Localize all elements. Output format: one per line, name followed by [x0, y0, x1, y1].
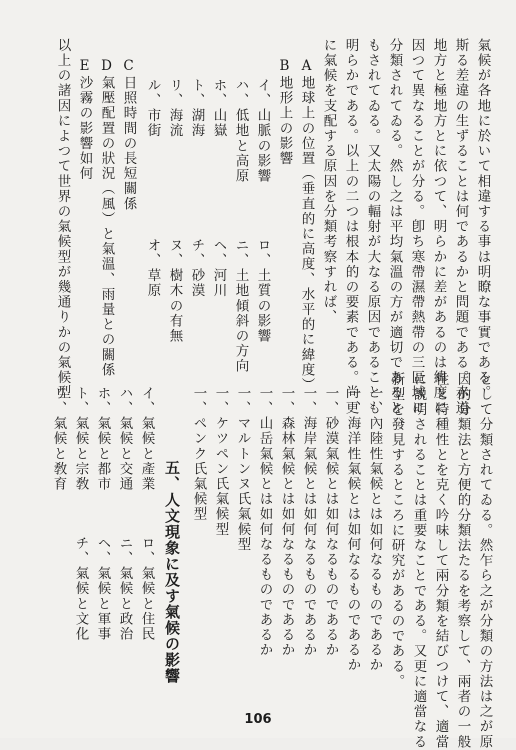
- list-item-c-2b: ニ、氣候と政治: [116, 536, 133, 642]
- list-item-b-3b: ヘ、河川: [210, 238, 227, 299]
- list-item-c-1b: ロ、氣候と住民: [138, 536, 155, 642]
- upper-text-line-5: 分類されてゐる。然し之は平均氣溫の方が適切であると: [386, 38, 403, 416]
- section-d-label: D氣壓配置の狀況（風）と氣溫、雨量との關係: [98, 58, 115, 378]
- list-item-b-5b: ヌ、樹木の有無: [166, 238, 183, 344]
- page-number: 106: [244, 712, 272, 727]
- question-item-5: 一、森林氣候とは如何なるものであるか: [278, 386, 295, 658]
- list-item-c-4b: チ、氣候と文化: [72, 536, 89, 642]
- list-item-b-1b: ロ、土質の影響: [254, 238, 271, 344]
- upper-text-line-4: 因つて異なることが分る。卽ち寒帶濕帶熱帶の三區域に: [408, 38, 425, 416]
- lower-text-line-1: として分類されてゐる。然乍ら之が分類の方法は之が原: [476, 372, 493, 750]
- list-item-c-3a: ホ、氣候と都市: [94, 386, 111, 492]
- list-item-c-4a: ト、氣候と宗敎: [72, 386, 89, 492]
- question-item-7: 一、マルトンヌ氏氣候型: [234, 386, 251, 553]
- list-item-b-6a: ル、市街: [144, 78, 161, 139]
- list-item-b-4a: ト、湖海: [188, 78, 205, 139]
- upper-text-line-7: 明らかである。以上の二つは根本的の要素である。尚更: [342, 38, 359, 416]
- section-a-label: A地球上の位置（垂直的に高度、水平的に緯度）: [298, 58, 315, 393]
- section-b-label: B地形上の影響: [276, 58, 293, 167]
- section-heading: 五、人文現象に及す氣候の影響: [163, 460, 181, 684]
- list-item-b-1a: イ、山脈の影響: [254, 78, 271, 184]
- list-item-b-5a: リ、海流: [166, 78, 183, 139]
- lower-text-line-2: 因的分類法と方便的分類法たるを考察して、兩者の一般: [454, 372, 471, 750]
- list-item-c-1a: イ、氣候と產業: [138, 386, 155, 492]
- list-item-b-6b: オ、草原: [144, 238, 161, 299]
- list-item-b-2b: ニ、土地傾斜の方向: [232, 238, 249, 374]
- upper-text-line-last: 以上の諸因によつて世界の氣候型が幾通りかの氣候型: [54, 38, 71, 401]
- question-item-8: 一、ケツペン氏氣候型: [212, 386, 229, 537]
- upper-text-line-3: 地方と極地方とに依つて、明らかに差があるのは緯度に: [430, 38, 447, 416]
- lower-text-line-4: に説明されることは重要なことである。又更に適當なる: [410, 372, 427, 750]
- list-item-c-2a: ハ、氣候と交通: [116, 386, 133, 492]
- question-item-3: 一、砂漠氣候とは如何なるものであるか: [322, 386, 339, 658]
- upper-text-line-1: 氣候が各地に於いて相違する事は明瞭な事實である。: [474, 38, 491, 401]
- question-item-4: 一、海岸氣候とは如何なるものであるか: [300, 386, 317, 658]
- upper-text-line-2: 斯る差違の生ずることは何であるかと問題である。赤道: [452, 38, 469, 416]
- section-c-label: C日照時間の長短關係: [120, 58, 137, 212]
- question-item-6: 一、山岳氣候とは如何なるものであるか: [256, 386, 273, 658]
- list-item-c-5a: リ、氣候と敎育: [50, 386, 67, 492]
- lower-text-line-3: 性と特種性とを克く吟味して兩分類を結びつけて、適當: [432, 372, 449, 750]
- lower-text-line-5: 新型を發見するところに研究があるのである。: [388, 372, 405, 690]
- list-item-b-2a: ハ、低地と高原: [232, 78, 249, 184]
- list-item-b-3a: ホ、山嶽: [210, 78, 227, 139]
- question-item-2: 一、海洋性氣候とは如何なるものであるか: [344, 386, 361, 673]
- section-e-label: E沙霧の影響如何: [76, 58, 93, 182]
- upper-text-line-8: に氣候を支配する原因を分類考察すれば、: [320, 38, 337, 325]
- question-item-9: 一、ペンク氏氣候型: [190, 386, 207, 522]
- list-item-b-4b: チ、砂漠: [188, 238, 205, 299]
- list-item-c-3b: ヘ、氣候と軍事: [94, 536, 111, 642]
- upper-text-line-6: もされてゐる。又太陽の輻射が大なる原因であることも: [364, 38, 381, 416]
- question-item-1: 一、內陸性氣候とは如何なるものであるか: [366, 386, 383, 673]
